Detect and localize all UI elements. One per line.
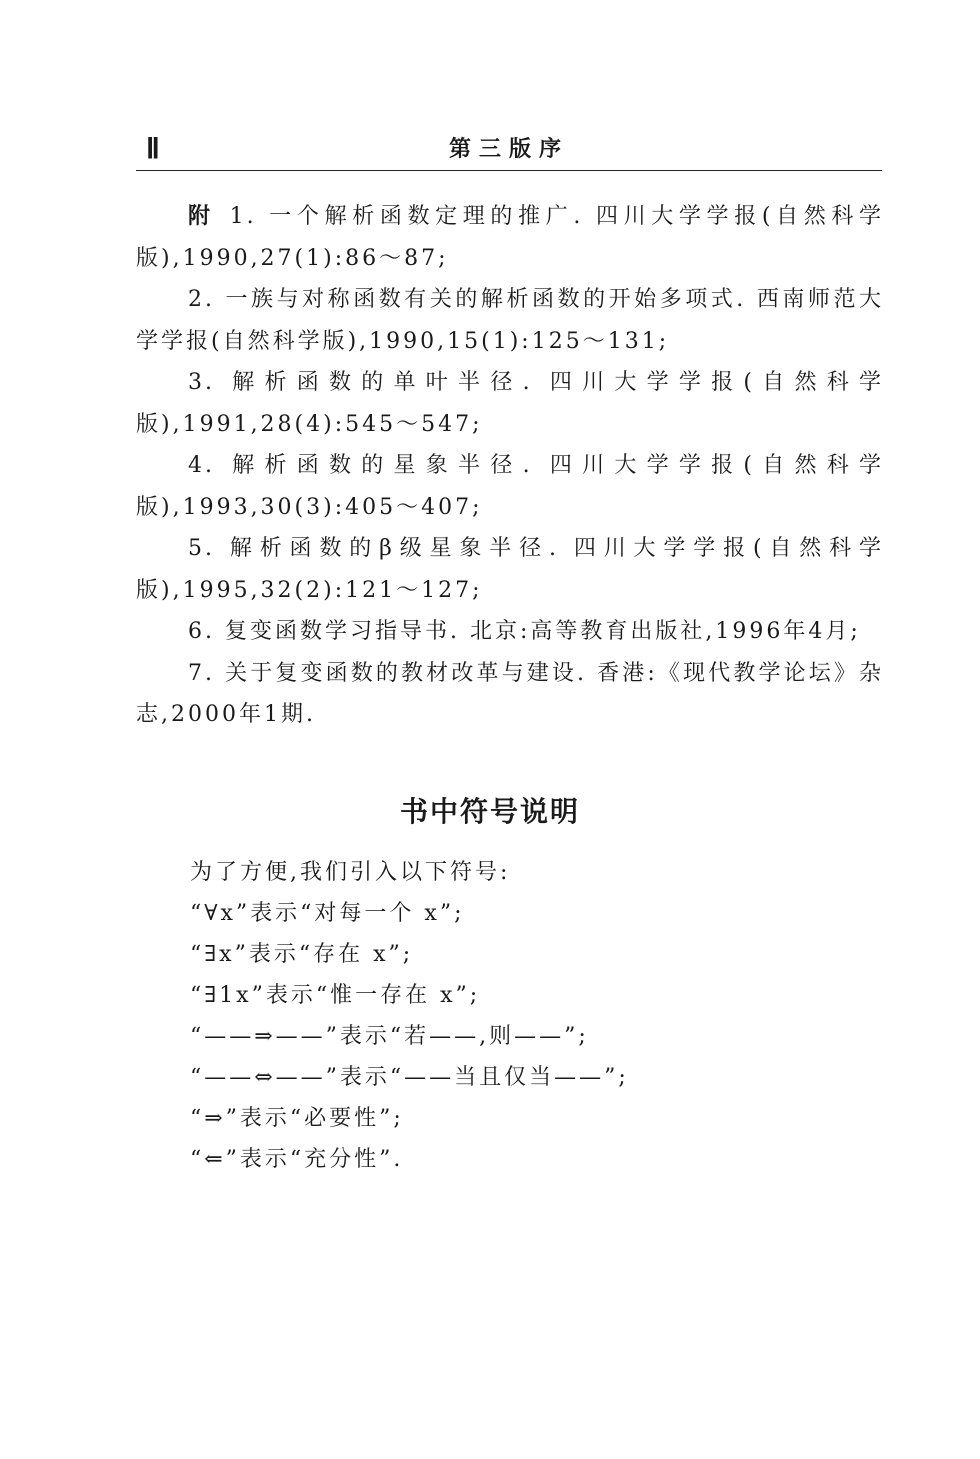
list-item: [136, 196, 884, 279]
running-title: 第三版序: [448, 137, 569, 162]
list-item: 2. 一族与对称函数有关的解析函数的开始多项式. 西南师范大学学报(自然科学版),1990,15(1):125～131;: [136, 287, 884, 354]
symbol-line: “∃1x”表示“惟一存在 x”;: [190, 983, 481, 1008]
appendix-label: 附: [188, 204, 216, 229]
symbol-line: “——⇒——”表示“若——,则——”;: [190, 1024, 589, 1049]
running-header: [136, 128, 882, 170]
page-number: Ⅱ: [146, 134, 161, 165]
symbol-line: “∃x”表示“存在 x”;: [190, 942, 414, 967]
symbol-line: “⇐”表示“充分性”.: [190, 1147, 404, 1172]
list-item-text: 1. 一个解析函数定理的推广. 四川大学学报(自然科学版),1990,27(1):86～87;: [136, 204, 884, 271]
appendix-publication-list: [136, 196, 884, 736]
list-item: 5. 解析函数的β级星象半径. 四川大学学报(自然科学版),1995,32(2):121～127;: [136, 536, 884, 603]
list-item: 6. 复变函数学习指导书. 北京:高等教育出版社,1996年4月;: [188, 619, 861, 644]
section-title: 书中符号说明: [399, 795, 580, 828]
symbol-list: [190, 852, 629, 1180]
symbol-intro: 为了方便,我们引入以下符号:: [190, 860, 511, 885]
symbol-line: “∀x”表示“对每一个 x”;: [190, 901, 465, 926]
symbol-line: “⇒”表示“必要性”;: [190, 1106, 404, 1131]
list-item: 3. 解析函数的单叶半径. 四川大学学报(自然科学版),1991,28(4):545～547;: [136, 370, 884, 437]
list-item: 7. 关于复变函数的教材改革与建设. 香港:《现代教学论坛》杂志,2000年1期.: [136, 660, 884, 727]
list-item: 4. 解析函数的星象半径. 四川大学学报(自然科学版),1993,30(3):405～407;: [136, 453, 884, 520]
symbol-line: “——⇔——”表示“——当且仅当——”;: [190, 1065, 629, 1090]
header-rule: [136, 170, 882, 171]
